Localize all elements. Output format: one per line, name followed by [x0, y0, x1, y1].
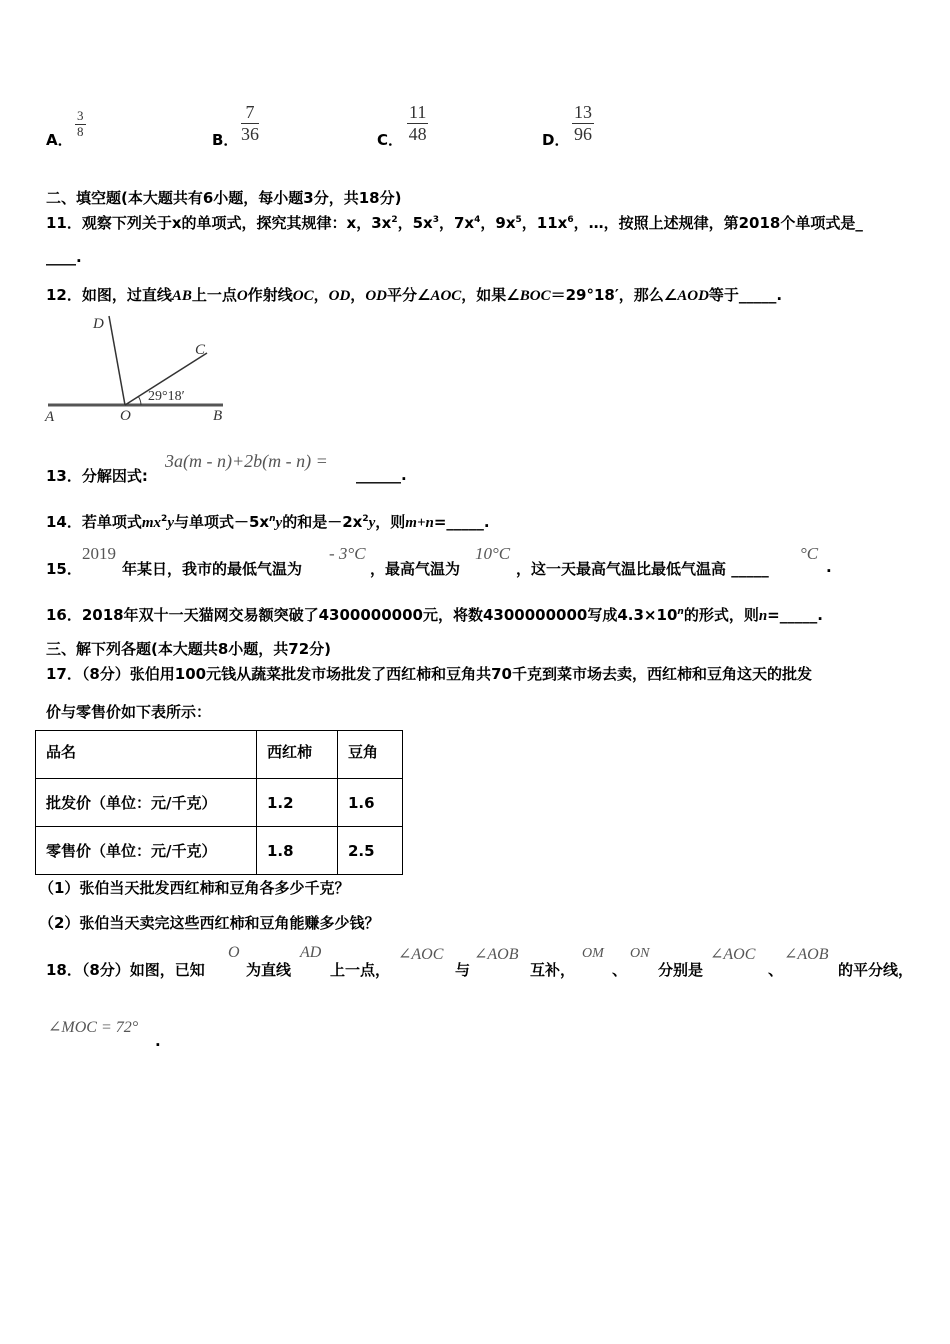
- q14-exp-n: n: [269, 514, 276, 524]
- q15-text-1: 年某日，我市的最低气温为: [122, 560, 303, 578]
- q12-text-g: 等于_____.: [708, 286, 783, 304]
- q12-text-e: ，如果∠: [461, 286, 520, 304]
- option-b-fraction: [241, 102, 259, 144]
- question-11: [46, 212, 863, 233]
- table-row: [36, 827, 403, 875]
- q14-exp-1: 2: [161, 514, 168, 524]
- ray-od: [109, 316, 125, 405]
- q13-blank: ______.: [356, 466, 407, 484]
- q14-exp-2: 2: [362, 514, 369, 524]
- table-cell: 零售价（单位：元/千克）: [36, 827, 257, 875]
- q11-exp-1: 2: [391, 215, 398, 225]
- option-b-numerator: 7: [241, 102, 259, 124]
- table-cell: 批发价（单位：元/千克）: [36, 779, 257, 827]
- q15-year: 2019: [82, 544, 116, 563]
- q14-m-plus-n: m+n: [405, 515, 434, 531]
- q11-exp-2: 3: [432, 215, 439, 225]
- option-a-denominator: 8: [77, 123, 84, 139]
- q15-low-temp: - 3°C: [329, 544, 366, 563]
- q17-sub-2: （2）张伯当天卖完这些西红柿和豆角能赚多少钱？: [39, 914, 380, 932]
- q18-ray-om: OM: [582, 946, 604, 961]
- q17-sub-1: （1）张伯当天批发西红柿和豆角各多少千克？: [39, 879, 350, 897]
- q18-text-d: 与: [455, 961, 471, 979]
- q14-y-3: y: [368, 515, 376, 531]
- q16-n: n: [758, 608, 768, 624]
- q18-angle-aob-2: ∠AOB: [784, 946, 829, 963]
- q17-line-1: 17．（8分）张伯用100元钱从蔬菜批发市场批发了西红柿和豆角共70千克到菜市场去卖，西红柿和豆角这天的批发: [46, 665, 813, 683]
- q11-term-2: ，7x: [439, 214, 475, 232]
- option-c-denominator: 48: [408, 123, 427, 144]
- section-2-title: 二、填空题(本大题共有6小题，每小题3分，共18分): [46, 189, 402, 207]
- q16-text-c: =_____.: [767, 606, 823, 624]
- price-table: [35, 730, 403, 875]
- q12-angle-aoc: AOC: [430, 288, 462, 304]
- q15-unit: °C: [800, 544, 819, 563]
- q14-text-b: 与单项式－5x: [173, 513, 270, 531]
- q12-text-a: 12．如图，过直线: [46, 286, 172, 304]
- q15-number: 15．: [46, 560, 82, 578]
- option-a-numerator: 3: [77, 108, 84, 123]
- q16-exp-n: n: [677, 607, 684, 617]
- q12-angle-aod: AOD: [677, 288, 709, 304]
- q11-prefix: 11．观察下列关于x的单项式，探究其规律：x，3x: [46, 214, 392, 232]
- q11-exp-4: 5: [515, 215, 522, 225]
- table-row: [36, 731, 403, 779]
- q18-angle-aob: ∠AOB: [474, 946, 519, 963]
- q18-text-b: 为直线: [246, 961, 292, 979]
- q14-y-1: y: [167, 515, 174, 531]
- table-header-cell: 品名: [36, 731, 257, 779]
- q18-angle-aoc: ∠AOC: [398, 946, 444, 963]
- q16-text-a: 16．2018年双十一天猫网交易额突破了4300000000元，将数4300000000写成4.3×10: [46, 606, 678, 624]
- q15-end: .: [826, 558, 832, 576]
- fig-label-c: C: [195, 342, 206, 358]
- q18-text-c: 上一点，: [330, 961, 391, 979]
- q12-figure: [40, 310, 240, 428]
- q18-text-h: 、: [768, 961, 784, 979]
- question-16: [46, 604, 823, 625]
- option-c-label: C．: [377, 131, 404, 149]
- q14-text-e: =_____.: [433, 513, 490, 531]
- q11-term-5: ，…，按照上述规律，第2018个单项式是_: [573, 214, 863, 232]
- table-cell: 1.8: [257, 827, 338, 875]
- q13-prefix: 13．分解因式:: [46, 467, 148, 485]
- option-a-label: A．: [46, 131, 73, 149]
- q12-angle-boc: BOC: [519, 288, 551, 304]
- fig-label-d: D: [93, 316, 104, 332]
- q12-text-c: 作射线: [247, 286, 293, 304]
- q18-text-g: 分别是: [658, 961, 704, 979]
- option-c-numerator: 11: [409, 102, 427, 122]
- q12-point-o: O: [236, 288, 248, 304]
- q16-text-b: 的形式，则: [683, 606, 759, 624]
- q11-exp-5: 6: [567, 215, 574, 225]
- question-12: [46, 284, 782, 305]
- fig-label-o: O: [120, 408, 131, 424]
- q18-point-o: O: [228, 944, 240, 961]
- table-header-cell: 豆角: [338, 731, 403, 779]
- option-d-denominator: 96: [574, 123, 592, 144]
- q18-end: .: [155, 1032, 161, 1050]
- option-d-fraction: [572, 102, 594, 144]
- q18-text-i: 的平分线，: [838, 961, 914, 979]
- table-cell: 1.6: [338, 779, 403, 827]
- q11-term-4: ，11x: [521, 214, 568, 232]
- q12-ray-oc: OC: [292, 288, 314, 304]
- q15-text-3: ，这一天最高气温比最低气温高 _____: [516, 560, 769, 578]
- q11-exp-3: 4: [474, 215, 481, 225]
- fig-label-a: A: [45, 409, 55, 425]
- fig-label-b: B: [213, 408, 223, 424]
- q11-term-3: ，9x: [480, 214, 516, 232]
- fig-angle-label: 29°18′: [148, 389, 185, 404]
- option-a-fraction: [75, 109, 86, 140]
- q14-text-d: ，则: [375, 513, 406, 531]
- q11-term-1: ，5x: [397, 214, 433, 232]
- table-header-cell: 西红柿: [257, 731, 338, 779]
- q18-angle-aoc-2: ∠AOC: [710, 946, 756, 963]
- q15-text-2: ，最高气温为: [370, 560, 461, 578]
- option-b-label: B．: [212, 131, 239, 149]
- table-row: [36, 779, 403, 827]
- table-cell: 2.5: [338, 827, 403, 875]
- q17-line-2: 价与零售价如下表所示：: [46, 703, 212, 721]
- q15-high-temp: 10°C: [475, 544, 511, 563]
- q14-text-a: 14．若单项式: [46, 513, 142, 531]
- q18-moc-equation: ∠MOC = 72°: [48, 1019, 139, 1036]
- option-b-denominator: 36: [241, 123, 259, 144]
- q18-text-a: 18．（8分）如图，已知: [46, 961, 205, 979]
- q12-text-b: 上一点: [191, 286, 237, 304]
- section-3-title: 三、解下列各题(本大题共8小题，共72分): [46, 640, 332, 658]
- option-d-label: D．: [542, 131, 570, 149]
- q12-text-d: 平分∠: [386, 286, 431, 304]
- q18-ray-on: ON: [630, 946, 650, 961]
- question-14: [46, 511, 490, 532]
- q12-ray-od: OD: [328, 288, 351, 304]
- q12-sep-1: ，: [313, 286, 329, 304]
- option-c-fraction: [407, 102, 428, 144]
- q11-line-2: ____.: [46, 248, 82, 266]
- q13-expression: 3a(m - n)+2b(m - n) =: [165, 451, 328, 471]
- option-d-numerator: 13: [574, 102, 592, 122]
- q14-mx: mx: [141, 515, 162, 531]
- q18-text-e: 互补，: [530, 961, 576, 979]
- q12-ray-od-2: OD: [365, 288, 387, 304]
- q18-line-ad: AD: [300, 944, 322, 961]
- q14-text-c: 的和是－2x: [282, 513, 363, 531]
- q18-text-f: 、: [612, 961, 628, 979]
- q14-y-2: y: [275, 515, 283, 531]
- q12-text-f: ＝29°18′，那么∠: [550, 286, 678, 304]
- q12-line-ab: AB: [171, 288, 192, 304]
- table-cell: 1.2: [257, 779, 338, 827]
- q12-sep-2: ，: [350, 286, 366, 304]
